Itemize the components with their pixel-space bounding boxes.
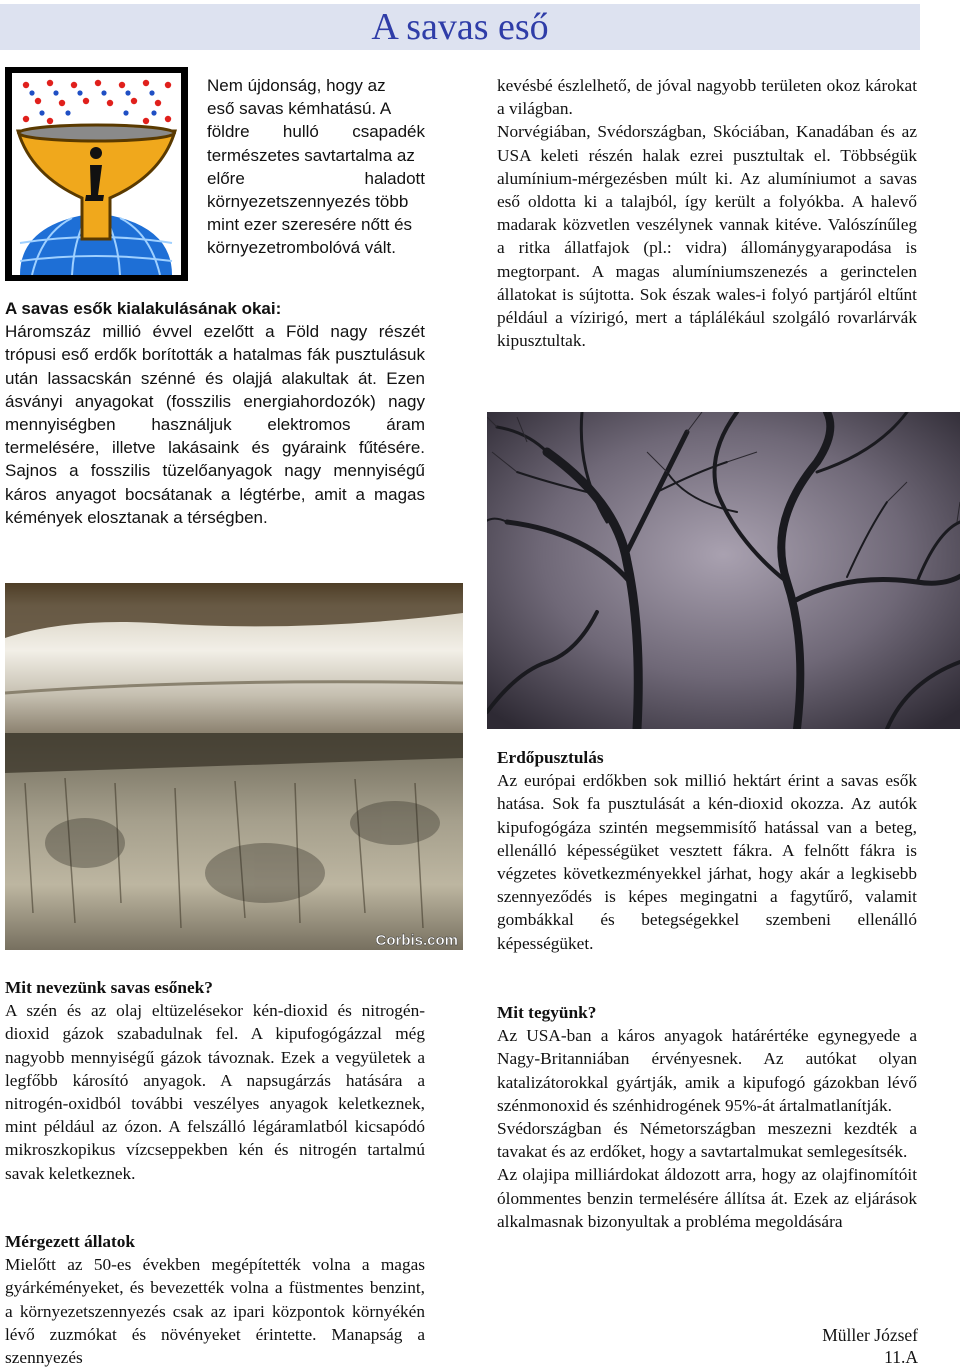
todo-section bbox=[497, 1001, 917, 1233]
intro-line: földre hulló csapadék bbox=[207, 122, 425, 142]
right-top-column bbox=[497, 74, 917, 352]
bare-trees-photo bbox=[487, 412, 960, 729]
photo-credit: Corbis.com bbox=[375, 932, 458, 949]
animals-body: Mielőtt az 50-es években megépítették volna a magas gyárkéményeket, és bevezették volna a füstmentes benzint, a környezetszennyezés csak az ipari központok környékén lévő zuzmókat és növényeket érintette. Manapság a szennyezés bbox=[5, 1255, 425, 1368]
what-is-heading: Mit nevezünk savas esőnek? bbox=[5, 978, 213, 997]
page-title: A savas eső bbox=[371, 6, 549, 48]
forest-heading: Erdőpusztulás bbox=[497, 748, 604, 767]
what-is-section bbox=[5, 976, 425, 1185]
right-top-paragraph: Norvégiában, Svédországban, Skóciában, Kanadában és az USA keleti részén halak ezrei pusztultak el. Többségük alumínium-mérgezésben múlt ki. Az alumíniumot a savas eső oldotta ki a talajból, így került a folyókba. A halevő madarak közvetlen veszélynek vannak kitéve. Valószínűleg a ritka állatfajok (pl.: vidra) állománygyarapodása is megtorpant. A magas alumíniumszenezés a gerinctelen állatokat is sújtotta. Sok észak wales-i folyó partjáról eltűnt például a vízirigó, mert a táplálékául szolgáló rovarlárvák kipusztultak. bbox=[497, 122, 917, 351]
intro-line: természetes savtartalma az bbox=[207, 145, 415, 165]
stone-erosion-photo bbox=[5, 583, 463, 950]
info-funnel-logo bbox=[5, 67, 188, 281]
intro-line: mint ezer szeresére nőtt és bbox=[207, 215, 413, 235]
intro-line: Nem újdonság, hogy az bbox=[207, 76, 386, 95]
info-funnel-icon bbox=[12, 73, 181, 275]
intro-line: előre haladott bbox=[207, 168, 425, 188]
causes-section bbox=[5, 297, 425, 529]
todo-paragraph: Az USA-ban a káros anyagok határértéke egynegyede a Nagy-Britanniában érvényesnek. Az autókat olyan katalizátorokkal gyártják, amik a kipufogó gázokban lévő szénmonoxid és szénhidrogének 95%-át ártalmatlanítják. bbox=[497, 1026, 917, 1115]
intro-text bbox=[207, 74, 425, 260]
animals-section bbox=[5, 1230, 425, 1369]
what-is-body: A szén és az olaj eltüzelésekor kén-dioxid és nitrogén-dioxid gázok szabadulnak fel. A kipufogógázzal még nagyobb mennyiségű gázok távoznak. Ezek a vegyületek a legfőbb károsító anyagok. A napsugárzás hatására a nitrogén-oxidból további veszélyes anyagok keletkeznek, mint például az ózon. A felszálló légáramlatból kicsapódó mikroszkopikus vízcseppekben kén és nitrogén tartalmú savak keletkeznek. bbox=[5, 1001, 425, 1183]
trees-image bbox=[487, 412, 960, 729]
stone-image bbox=[5, 583, 463, 950]
todo-paragraph: Az olajipa milliárdokat áldozott arra, hogy az olajfinomítóit ólommentes benzin termelésére állítsa át. Ezek az eljárások alkalmasnak bizonyultak a probléma megoldására bbox=[497, 1165, 917, 1231]
intro-line: eső savas kémhatású. A bbox=[207, 99, 392, 119]
todo-heading: Mit tegyünk? bbox=[497, 1003, 597, 1022]
author-name: Müller József bbox=[822, 1325, 918, 1345]
intro-line: környezetszennyezés több bbox=[207, 192, 409, 212]
forest-section bbox=[497, 746, 917, 955]
causes-body: Háromszáz millió évvel ezelőtt a Föld nagy részét trópusi eső erdők borították a hatalmas fák pusztulásuk után lassacskán szénné és olajjá alakultak át. Ezen ásványi anyagokat (fosszilis energiahordozók) nagy mennyiségben használjuk elektromos áram termelésére, illetve lakásaink és gyáraink fűtésére. Sajnos a fosszilis tüzelőanyagok nagy mennyiségű káros anyagot bocsátanak a légtérbe, amit a magas kémények elosztanak a térségben. bbox=[5, 322, 425, 527]
causes-heading: A savas esők kialakulásának okai: bbox=[5, 299, 282, 318]
right-top-paragraph: kevésbé észlelhető, de jóval nagyobb területen okoz károkat a világban. bbox=[497, 76, 917, 119]
forest-body: Az európai erdőkben sok millió hektárt érint a savas esők hatása. Sok fa pusztulását a kén-dioxid okozza. Az autók kipufogógáza szintén megsemmisítő hatással van a beteg, ellenálló képességüket vesztett fákra. A felnőtt fákra is végzetes következményekkel járhat, hogy akár a legkisebb szennyeződés is képes megingatni a fagytűrő, valamit gombákkal és betegségekkel szembeni ellenálló képességüket. bbox=[497, 771, 917, 953]
signature bbox=[822, 1324, 918, 1368]
intro-line: környezetrombolóvá vált. bbox=[207, 238, 396, 258]
todo-paragraph: Svédországban és Németországban meszezni kezdték a tavakat és az erdőket, hogy a savtartalmukat semlegesítsék. bbox=[497, 1119, 917, 1162]
animals-heading: Mérgezett állatok bbox=[5, 1232, 136, 1251]
author-class: 11.A bbox=[884, 1347, 918, 1367]
